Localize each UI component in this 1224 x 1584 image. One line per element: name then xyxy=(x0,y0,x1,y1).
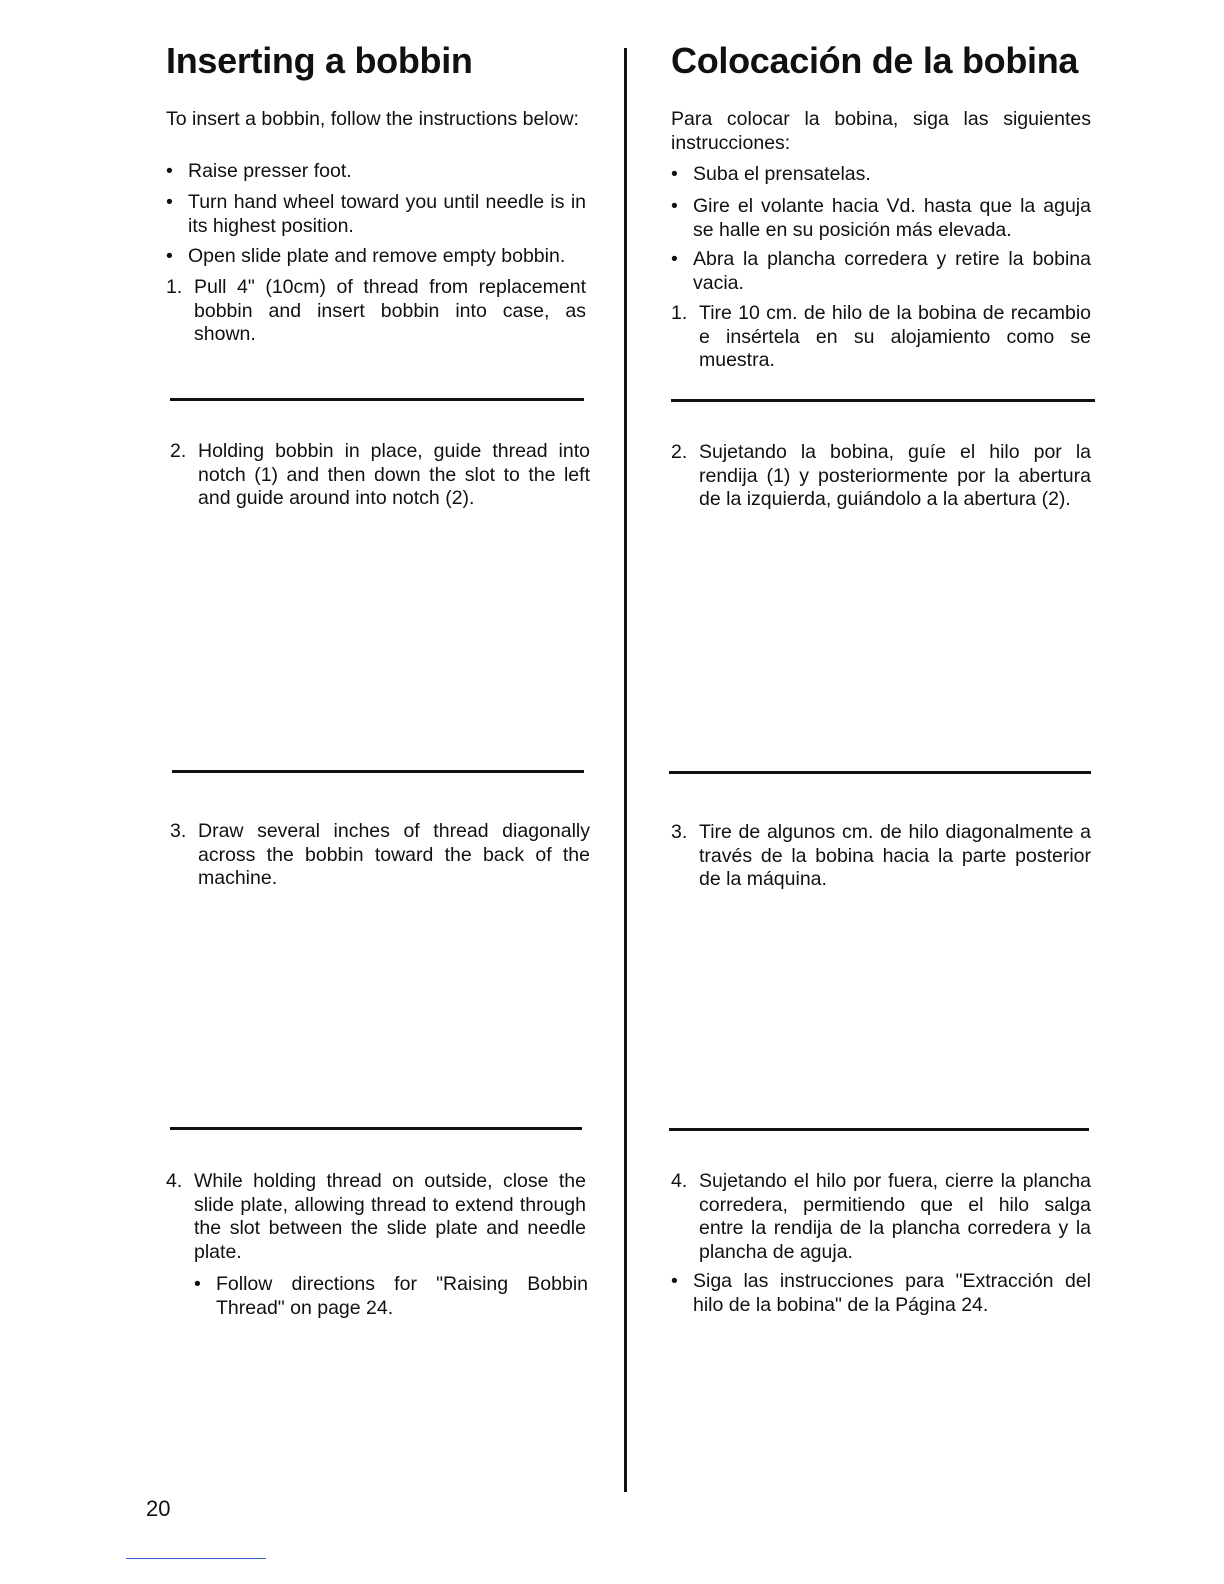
bullet-icon: • xyxy=(671,1270,678,1292)
section-rule xyxy=(669,1128,1089,1131)
section-rule xyxy=(669,771,1091,774)
step-text: Pull 4" (10cm) of thread from replacement bobbin and insert bobbin into case, as shown. xyxy=(194,276,586,345)
english-intro: To insert a bobbin, follow the instructions below: xyxy=(166,108,579,130)
english-bullet-item: • Raise presser foot. xyxy=(166,160,352,182)
bullet-icon: • xyxy=(166,191,173,213)
column-divider xyxy=(624,48,627,1492)
bullet-icon: • xyxy=(671,163,678,185)
step-number: 4. xyxy=(166,1170,183,1192)
section-rule xyxy=(671,399,1095,402)
step-text: Tire de algunos cm. de hilo diagonalmente a través de la bobina hacia la parte posterior de la máquina. xyxy=(699,821,1091,890)
spanish-bullet-item: • Suba el prensatelas. xyxy=(671,163,871,185)
step-number: 3. xyxy=(671,821,688,843)
step-number: 1. xyxy=(671,302,688,324)
spanish-title: Colocación de la bobina xyxy=(671,40,1079,81)
page-number: 20 xyxy=(146,1496,171,1521)
bullet-icon: • xyxy=(166,245,173,267)
english-step-4 xyxy=(166,1170,586,1264)
step-number: 4. xyxy=(671,1170,688,1192)
spanish-step-1 xyxy=(671,302,1091,373)
step-text: Holding bobbin in place, guide thread into notch (1) and then down the slot to the left and guide around into notch (2). xyxy=(198,440,590,509)
spanish-final-bullet: • Siga las instrucciones para "Extracción del hilo de la bobina" de la Página 24. xyxy=(671,1270,1091,1316)
bullet-icon: • xyxy=(671,248,678,270)
spanish-step-2 xyxy=(671,441,1091,512)
spanish-bullet-item: • Gire el volante hacia Vd. hasta que la aguja se halle en su posición más elevada. xyxy=(671,195,1091,241)
step-text: Draw several inches of thread diagonally across the bobbin toward the back of the machine. xyxy=(198,820,590,889)
english-final-bullet: • Follow directions for "Raising Bobbin Thread" on page 24. xyxy=(194,1273,588,1319)
section-rule xyxy=(172,770,584,773)
spanish-intro: Para colocar la bobina, siga las siguientes instrucciones: xyxy=(671,108,1091,154)
step-number: 3. xyxy=(170,820,187,842)
spanish-step-4 xyxy=(671,1170,1091,1264)
footer-line xyxy=(126,1558,266,1559)
step-text: Sujetando el hilo por fuera, cierre la plancha corredera, permitiendo que el hilo salga entre la rendija de la plancha corredera y la plancha de aguja. xyxy=(699,1170,1091,1263)
english-bullet-item: • Open slide plate and remove empty bobbin. xyxy=(166,245,566,267)
bullet-icon: • xyxy=(166,160,173,182)
english-step-3 xyxy=(170,820,590,891)
step-text: Sujetando la bobina, guíe el hilo por la rendija (1) y posteriormente por la abertura de la izquierda, guiándolo a la abertura (2). xyxy=(699,441,1091,510)
spanish-step-3 xyxy=(671,821,1091,892)
step-number: 2. xyxy=(170,440,187,462)
section-rule xyxy=(170,1127,582,1130)
english-title: Inserting a bobbin xyxy=(166,40,473,81)
english-step-2 xyxy=(170,440,590,511)
step-text: Tire 10 cm. de hilo de la bobina de recambio e insértela en su alojamiento como se muestra. xyxy=(699,302,1091,371)
step-number: 1. xyxy=(166,276,183,298)
english-bullet-item: • Turn hand wheel toward you until needle is in its highest position. xyxy=(166,191,586,237)
step-text: While holding thread on outside, close the slide plate, allowing thread to extend through the slot between the slide plate and needle plate. xyxy=(194,1170,586,1263)
section-rule xyxy=(170,398,584,401)
step-number: 2. xyxy=(671,441,688,463)
bullet-icon: • xyxy=(671,195,678,217)
bullet-icon: • xyxy=(194,1273,201,1295)
spanish-bullet-item: • Abra la plancha corredera y retire la bobina vacia. xyxy=(671,248,1091,294)
english-step-1 xyxy=(166,276,586,347)
